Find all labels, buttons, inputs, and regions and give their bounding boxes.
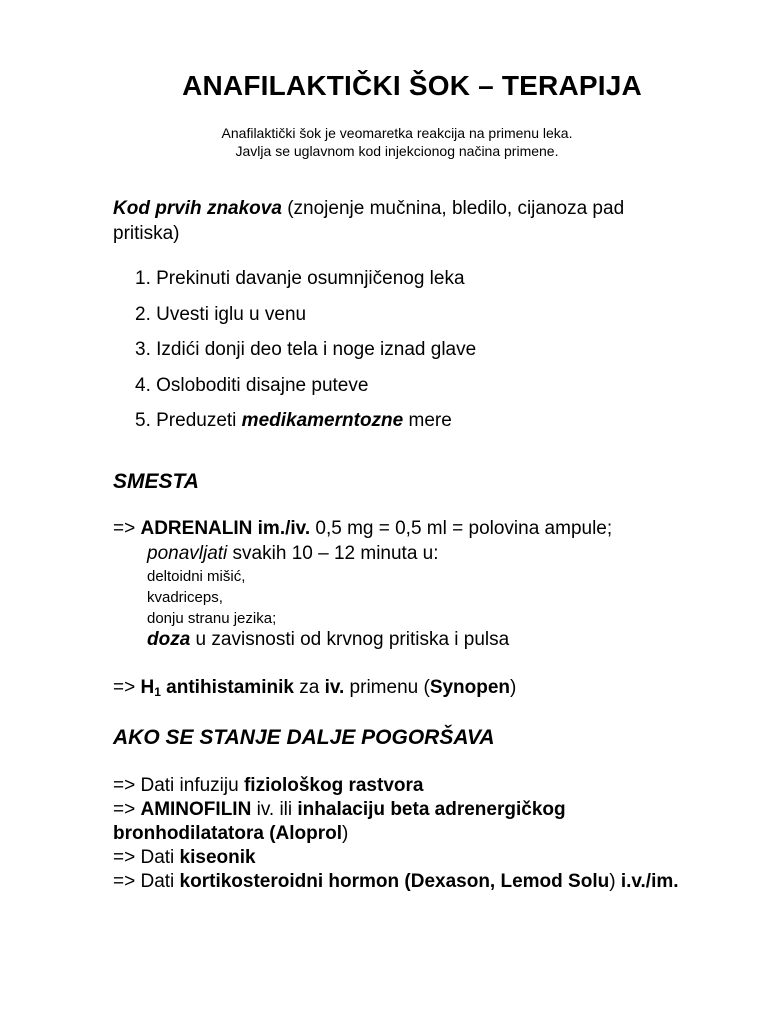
list-item: 2. Uvesti iglu u venu (135, 303, 307, 325)
corticosteroid-line: => Dati kortikosteroidni hormon (Dexason, Lemod Solu) i.v./im. (113, 871, 679, 892)
section-heading-smesta: SMESTA (113, 470, 199, 493)
aminofilin-line: => AMINOFILIN iv. ili inhalaciju beta adrenergičkog (113, 799, 566, 820)
first-signs-symptoms-cont: pritiska) (113, 223, 180, 244)
emphasis-text: doza (147, 629, 191, 650)
intro-line-2: Javlja se uglavnom kod injekcionog načina primene. (235, 143, 559, 159)
page-title: ANAFILAKTIČKI ŠOK – TERAPIJA (182, 70, 642, 101)
infusion-line: => Dati infuziju fiziološkog rastvora (113, 775, 424, 796)
repeat-line: ponavljati svakih 10 – 12 minuta u: (147, 543, 439, 564)
steps-list (135, 265, 476, 443)
first-signs-symptoms: (znojenje mučnina, bledilo, cijanoza pad (281, 198, 625, 219)
drug-synopen: Synopen (429, 677, 511, 698)
drug-adrenalin: ADRENALIN im./iv. (140, 518, 311, 539)
list-item: 5. Preduzeti medikamerntozne mere (135, 410, 452, 432)
emphasis-text: ponavljati (147, 543, 228, 564)
dose-line: doza u zavisnosti od krvnog pritiska i pulsa (147, 629, 510, 650)
intro-line-1: Anafilaktički šok je veomaretka reakcija na primenu leka. (221, 125, 573, 141)
injection-site: kvadriceps, (147, 589, 223, 606)
emphasis-text: medikamerntozne (241, 410, 404, 432)
list-item: 1. Prekinuti davanje osumnjičenog leka (135, 268, 465, 289)
oxygen-line: => Dati kiseonik (113, 847, 256, 868)
intro-text (0, 124, 768, 160)
antihistamine-line: => $H_1$ antihistaminik za iv. primenu (Synopen) (113, 677, 517, 699)
first-signs-paragraph (113, 196, 624, 246)
first-signs-lead: Kod prvih znakova (113, 198, 282, 219)
list-item: 4. Osloboditi disajne puteve (135, 374, 369, 396)
aminofilin-line-cont: bronhodilatatora (Aloprol) (113, 823, 349, 844)
injection-site: deltoidni mišić, (147, 568, 246, 585)
section-heading-worsening: AKO SE STANJE DALJE POGORŠAVA (113, 726, 495, 749)
injection-site: donju stranu jezika; (147, 610, 277, 627)
list-item: 3. Izdići donji deo tela i noge iznad glave (135, 339, 477, 361)
adrenalin-line: => ADRENALIN im./iv. 0,5 mg = 0,5 ml = polovina ampule; (113, 518, 613, 539)
